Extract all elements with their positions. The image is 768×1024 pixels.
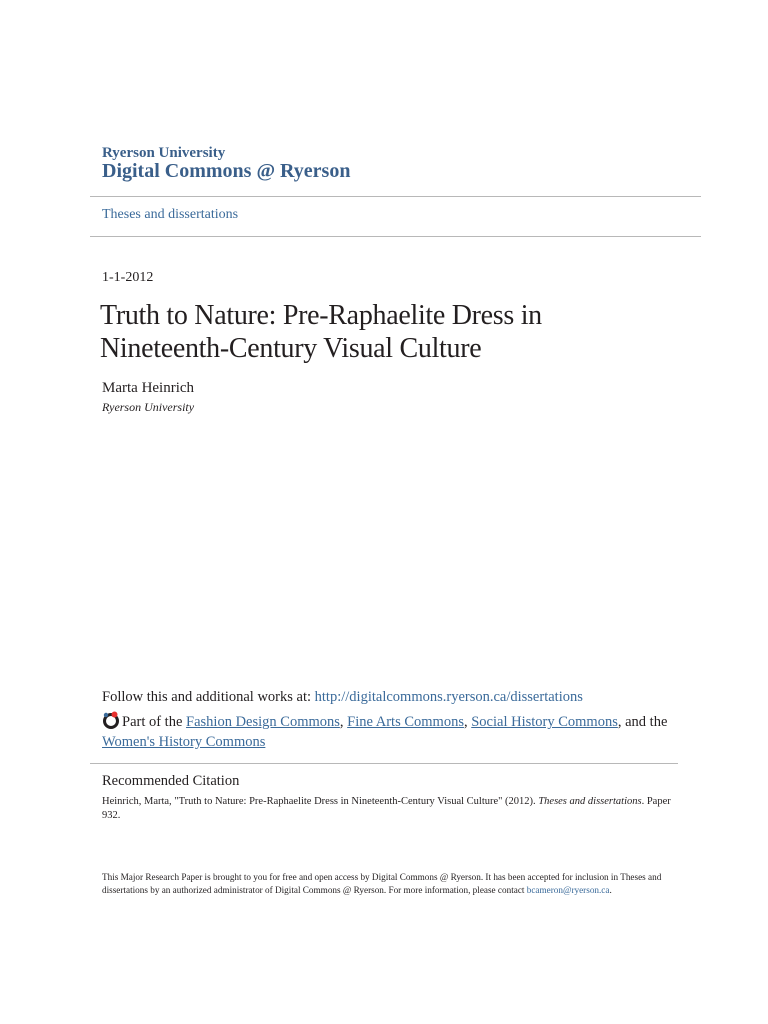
follow-prefix: Follow this and additional works at: — [102, 689, 315, 705]
separator: , — [339, 714, 348, 730]
publication-date: 1-1-2012 — [102, 270, 154, 285]
divider-below-series — [90, 236, 701, 237]
series-link[interactable]: Theses and dissertations — [102, 207, 239, 222]
part-of-prefix: Part of the — [122, 714, 187, 730]
social-history-commons-link[interactable]: Social History Commons — [471, 714, 618, 730]
recommended-citation-text — [102, 795, 672, 823]
citation-prefix: Heinrich, Marta, "Truth to Nature: Pre-Raphaelite Dress in Nineteenth-Century Visual Culture" (2012). — [102, 796, 539, 807]
separator: , and the — [617, 714, 668, 730]
fashion-design-commons-link[interactable]: Fashion Design Commons — [186, 714, 340, 730]
author-name: Marta Heinrich — [102, 380, 195, 396]
university-name: Ryerson University — [102, 145, 226, 161]
part-of-line — [102, 711, 692, 752]
paper-title — [100, 299, 700, 365]
access-notice — [102, 871, 672, 897]
commons-network-icon — [102, 711, 120, 729]
author-affiliation: Ryerson University — [102, 400, 195, 414]
notice-text: This Major Research Paper is brought to you for free and open access by Digital Commons @ Ryerson. It has been accepted for inclusion in Theses and dissertations by an authorized administrator of Digital Commons @ Ryerson. For more information, please contact — [102, 872, 662, 895]
paper-title-line-1: Truth to Nature: Pre-Raphaelite Dress in — [100, 300, 542, 331]
separator: , — [463, 714, 472, 730]
fine-arts-commons-link[interactable]: Fine Arts Commons — [347, 714, 464, 730]
divider-citation — [90, 763, 678, 764]
notice-end: . — [609, 885, 612, 895]
citation-suffix: . Paper 932. — [102, 796, 671, 821]
paper-title-line-2: Nineteenth-Century Visual Culture — [100, 333, 482, 364]
repository-link[interactable]: Digital Commons @ Ryerson — [102, 160, 351, 182]
womens-history-commons-link[interactable]: Women's History Commons — [102, 734, 266, 750]
divider-top — [90, 196, 701, 197]
contact-email-link[interactable]: bcameron@ryerson.ca — [526, 885, 610, 895]
recommended-citation-heading: Recommended Citation — [102, 773, 240, 789]
follow-url-link[interactable]: http://digitalcommons.ryerson.ca/dissertations — [314, 689, 583, 705]
follow-line — [102, 689, 583, 706]
citation-series: Theses and dissertations — [538, 796, 642, 807]
